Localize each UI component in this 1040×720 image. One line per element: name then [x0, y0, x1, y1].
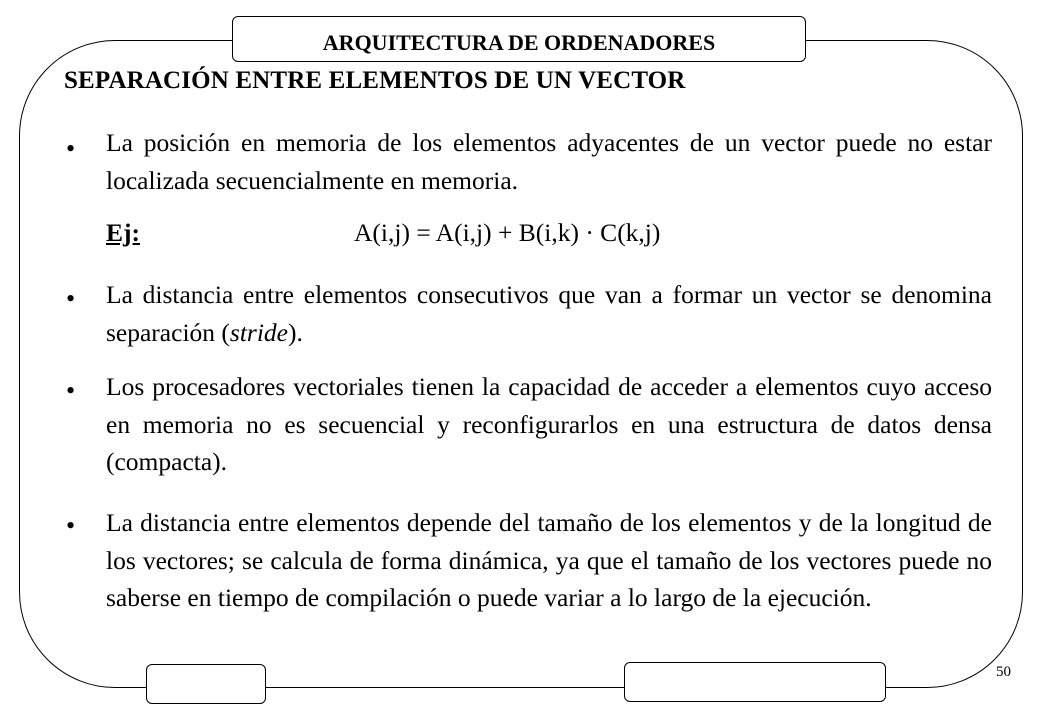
bullet-text-2-end: ).: [287, 317, 303, 347]
bullet-text-1: La posición en memoria de los elementos adyacentes de un vector puede no estar localizada secuencialmente en memoria.: [106, 128, 992, 195]
example-formula: A(i,j) = A(i,j) + B(i,k) · C(k,j): [354, 218, 661, 247]
footer-left-box: [146, 664, 266, 704]
slide-title: SEPARACIÓN ENTRE ELEMENTOS DE UN VECTOR: [64, 67, 686, 94]
footer-right-box: [624, 662, 886, 702]
bullet-marker: •: [66, 511, 76, 540]
bullet-marker: •: [66, 376, 76, 405]
bullet-text-3: Los procesadores vectoriales tienen la capacidad de acceder a elementos cuyo acceso en memoria no es secuencial y reconfigurarlos en una estructura de datos densa (compacta).: [106, 372, 992, 476]
bullet-marker: •: [66, 284, 76, 313]
bullet-text-2-start: La distancia entre elementos consecutivos que van a formar un vector se denomina separación (: [106, 280, 992, 347]
page-number: 50: [996, 664, 1011, 680]
bullet-text-2: [106, 276, 992, 351]
bullet-marker: •: [66, 134, 76, 163]
header-title: ARQUITECTURA DE ORDENADORES: [232, 16, 806, 62]
example-line: [106, 214, 661, 251]
stride-term: stride: [229, 317, 288, 347]
bullet-text-4: La distancia entre elementos depende del tamaño de los elementos y de la longitud de los vectores; se calcula de forma dinámica, ya que el tamaño de los vectores puede no saberse en tiempo de compilación o puede variar a lo largo de la ejecución.: [106, 508, 992, 612]
example-label: Ej:: [106, 218, 140, 247]
